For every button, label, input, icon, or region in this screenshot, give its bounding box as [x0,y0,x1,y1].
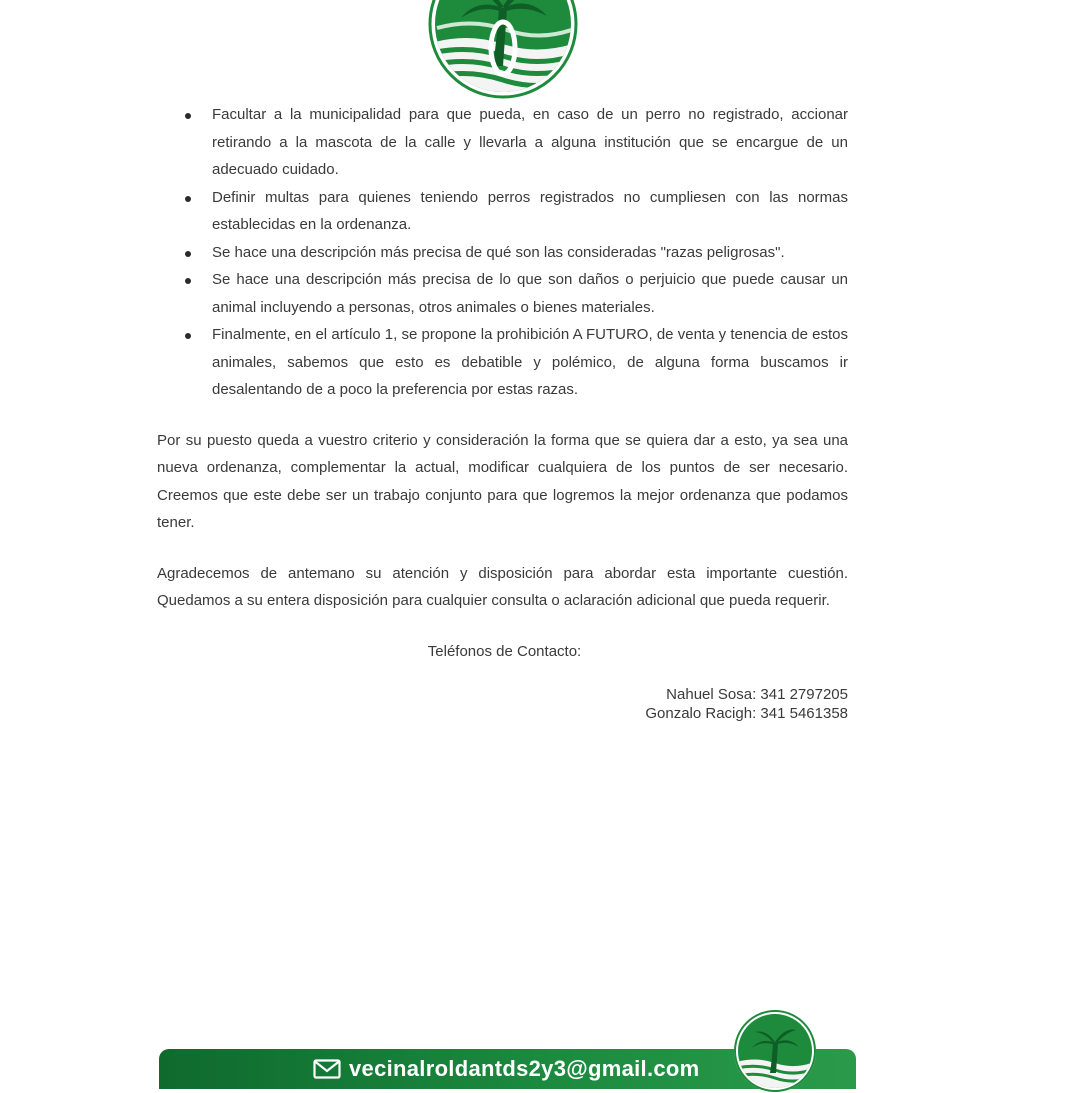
contact-title: Teléfonos de Contacto: [427,642,582,660]
thanks-paragraph: Agradecemos de antemano su atención y disposición para abordar esta importante cuestión. Quedamos a su entera disposición para cualquier consulta o aclaración adicional que pueda requerir. [157,564,848,609]
mail-icon [313,1059,341,1079]
email-link[interactable]: vecinalroldantds2y3@gmail.com [349,1056,700,1081]
list-item: Facultar a la municipalidad para que pueda, en caso de un perro no registrado, accionar retirando a la mascota de la calle y llevarla a alguna institución que se encargue de un adecuado cuidado. [212,101,848,184]
letter-body [157,101,848,723]
contact-list [157,685,848,723]
palm-tree-icon [427,0,579,100]
criteria-paragraph: Por su puesto queda a vuestro criterio y consideración la forma que se quiera dar a esto, ya sea una nueva ordenanza, complementar la actual, modificar cualquiera de los puntos de ser necesario. Creemos que este debe ser un trabajo conjunto para que logremos la mejor ordenanza que podamos tener. [157,431,848,531]
list-item: Finalmente, en el artículo 1, se propone la prohibición A FUTURO, de venta y tenencia de estos animales, sabemos que esto es debatible y polémico, de alguna forma buscamos ir desalentando de a poco la preferencia por estas razas. [212,321,848,404]
contact-nahuel: Nahuel Sosa: 341 2797205 [666,686,848,703]
contact-gonzalo: Gonzalo Racigh: 341 5461358 [645,705,848,722]
proposal-list [157,101,848,404]
list-item: Se hace una descripción más precisa de qué son las consideradas "razas peligrosas". [212,239,848,267]
palm-tree-icon [733,1009,817,1093]
list-item: Se hace una descripción más precisa de lo que son daños o perjuicio que puede causar un animal incluyendo a personas, otros animales o bienes materiales. [212,266,848,321]
footer-email[interactable] [313,1056,700,1082]
list-item: Definir multas para quienes teniendo perros registrados no cumpliesen con las normas establecidas en la ordenanza. [212,184,848,239]
